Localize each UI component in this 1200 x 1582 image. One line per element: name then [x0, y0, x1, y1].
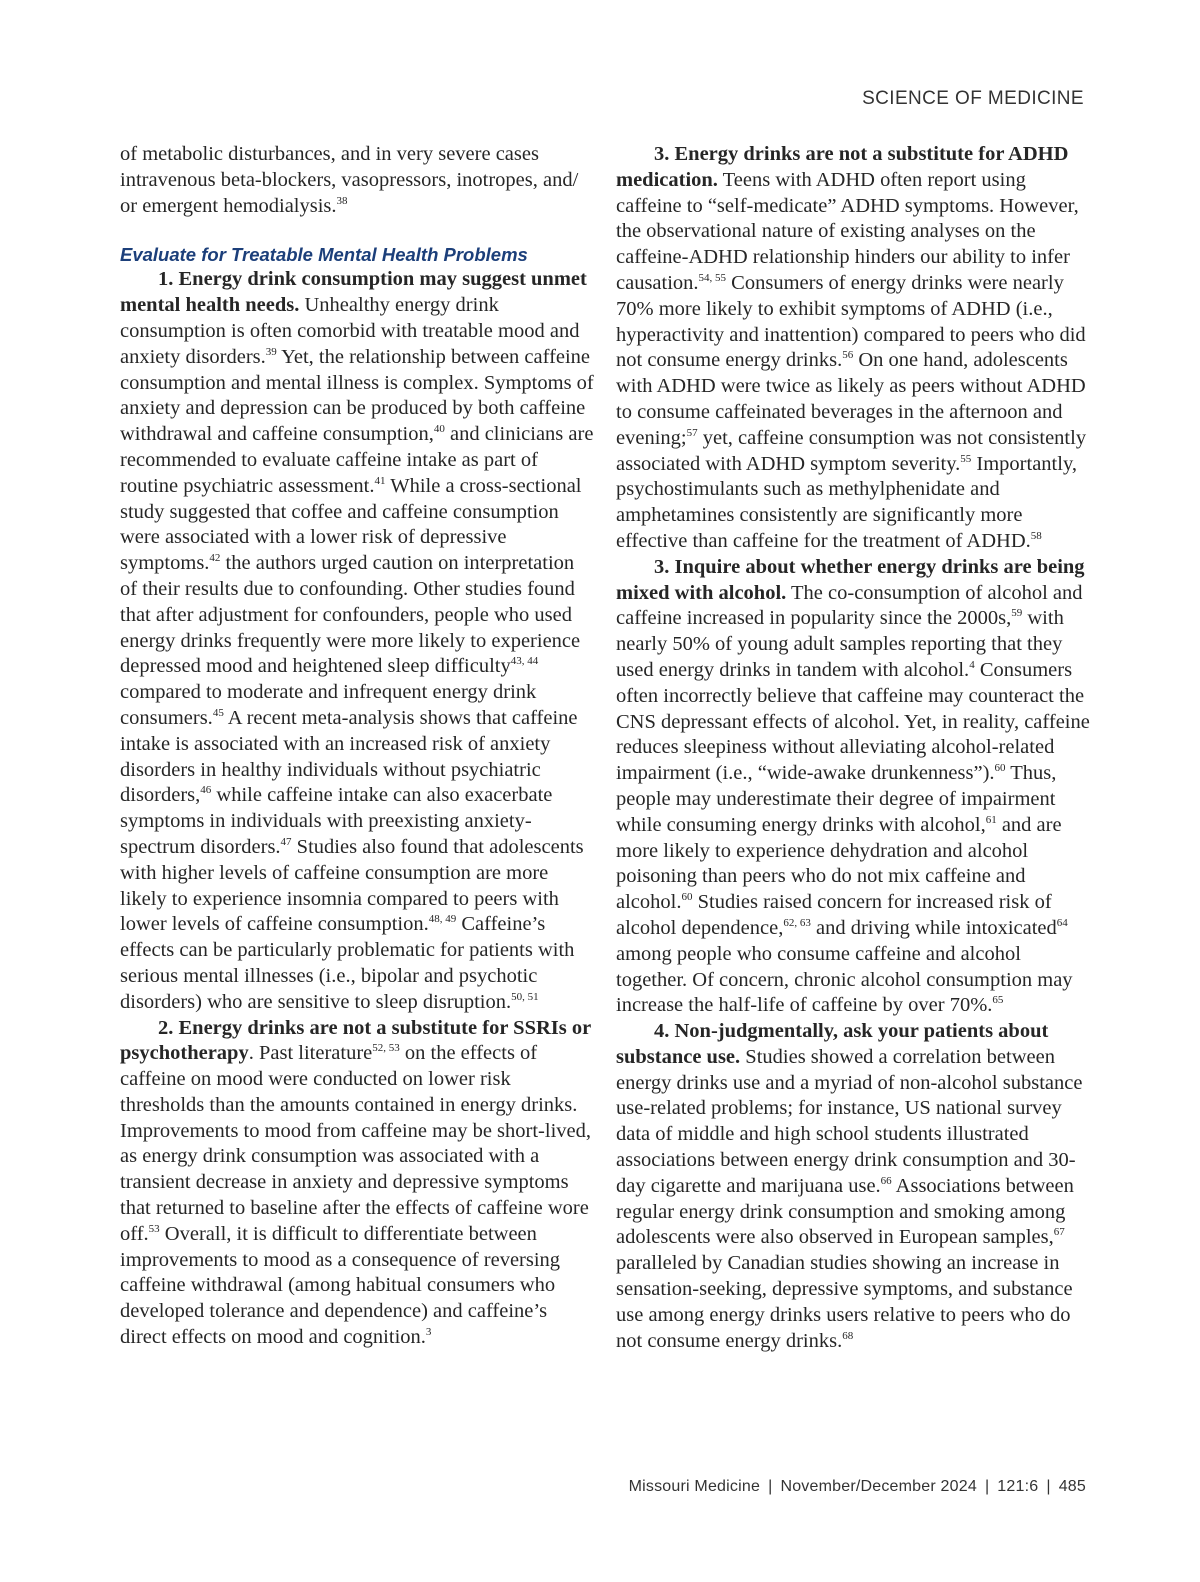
paragraph-lead: 3. Energy drinks are not a substitute for ADHD medication. [616, 143, 1069, 191]
section-header: SCIENCE OF MEDICINE [862, 88, 1084, 109]
page-number: 485 [1058, 1478, 1086, 1495]
paragraph-adhd: 3. Energy drinks are not a substitute for ADHD medication. Teens with ADHD often report using caffeine to “self-medicate” ADHD symptoms. However, the observational nature of existing analyses on the caffeine-ADHD relationship hinders our ability to infer causation.$^{54, 55}$ Consumers of energy drinks were nearly 70% more likely to exhibit symptoms of ADHD (i.e., hyperactivity and inattention) compared to peers who did not consume energy drinks.$^{56}$ On one hand, adolescents with ADHD were twice as likely as peers without ADHD to consume caffeinated beverages in the afternoon and evening;$^{57}$ yet, caffeine consumption was not consistently associated with ADHD symptom severity.$^{55}$ Importantly, psychostimulants such as methylphenidate and amphetamines consistently are significantly more effective than caffeine for the treatment of ADHD.$^{58}$ [616, 143, 1087, 552]
paragraph-mental-health: 1. Energy drink consumption may suggest unmet mental health needs. Unhealthy energy drink consumption is often comorbid with treatable mood and anxiety disorders.$^{39}$ Yet, the relationship between caffeine consumption and mental illness is complex. Symptoms of anxiety and depression can be produced by both caffeine withdrawal and caffeine consumption,$^{40}$ and clinicians are recommended to evaluate caffeine intake as part of routine psychiatric assessment.$^{41}$ While a cross-sectional study suggested that coffee and caffeine consumption were associated with a lower risk of depressive symptoms.$^{42}$ the authors urged caution on interpretation of their results due to confounding. Other studies found that after adjustment for confounders, people who used energy drinks frequently were more likely to experience depressed mood and heightened sleep difficulty$^{43, 44}$ compared to moderate and infrequent energy drink consumers.$^{45}$ A recent meta-analysis shows that caffeine intake is associated with an increased risk of anxiety disorders in healthy individuals without psychiatric disorders,$^{46}$ while caffeine intake can also exacerbate symptoms in individuals with preexisting anxiety-spectrum disorders.$^{47}$ Studies also found that adolescents with higher levels of caffeine consumption are more likely to experience insomnia compared to peers with lower levels of caffeine consumption.$^{48, 49}$ Caffeine’s effects can be particularly problematic for patients with serious mental illnesses (i.e., bipolar and psychotic disorders) who are sensitive to sleep disruption.$^{50, 51}$ [120, 268, 594, 1013]
paragraph-lead: 2. Energy drinks are not a substitute for SSRIs or psychotherapy [120, 1016, 591, 1065]
volume-number: 121:6 [997, 1478, 1039, 1495]
footer-separator: | [984, 1478, 990, 1495]
page-footer [629, 1478, 1086, 1496]
journal-name: Missouri Medicine [628, 1478, 761, 1495]
paragraph-ssri: 2. Energy drinks are not a substitute for SSRIs or psychotherapy. Past literature$^{52, 53}$ on the effects of caffeine on mood were conducted on lower risk thresholds than the amounts contained in energy drinks. Improvements to mood from caffeine may be short-lived, as energy drink consumption was associated with a transient decrease in anxiety and depressive symptoms that returned to baseline after the effects of caffeine wore off.$^{53}$ Overall, it is difficult to differentiate between improvements to mood as a consequence of reversing caffeine withdrawal (among habitual consumers who developed tolerance and dependence) and caffeine’s direct effects on mood and cognition.$^3$ [120, 1016, 591, 1349]
right-column [616, 142, 1090, 1354]
paragraph-metabolic: of metabolic disturbances, and in very severe cases intravenous beta-blockers, vasopressors, inotropes, and/ or emergent hemodialysis.$^{38}$ [120, 143, 579, 217]
footer-separator: | [1046, 1478, 1051, 1495]
section-subheading: Evaluate for Treatable Mental Health Problems [120, 244, 528, 266]
left-column [120, 142, 594, 1351]
paragraph-lead: 1. Energy drink consumption may suggest unmet mental health needs. [120, 268, 587, 317]
paragraph-alcohol: 3. Inquire about whether energy drinks are being mixed with alcohol. The co-consumption of alcohol and caffeine increased in popularity since the 2000s,$^{59}$ with nearly 50% of young adult samples reporting that they used energy drinks in tandem with alcohol.$^4$ Consumers often incorrectly believe that caffeine may counteract the CNS depressant effects of alcohol. Yet, in reality, caffeine reduces sleepiness without alleviating alcohol-related impairment (i.e., “wide-awake drunkenness”).$^{60}$ Thus, people may underestimate their degree of impairment while consuming energy drinks with alcohol,$^{61}$ and are more likely to experience dehydration and alcohol poisoning than peers who do not mix caffeine and alcohol.$^{60}$ Studies raised concern for increased risk of alcohol dependence,$^{62, 63}$ and driving while intoxicated$^{64}$ among people who consume caffeine and alcohol together. Of concern, chronic alcohol consumption may increase the half-life of caffeine by over 70%.$^{65}$ [616, 555, 1090, 1017]
paragraph-lead: 3. Inquire about whether energy drinks are being mixed with alcohol. [616, 555, 1085, 604]
footer-separator: | [768, 1478, 773, 1495]
paragraph-lead: 4. Non-judgmentally, ask your patients about substance use. [616, 1020, 1049, 1068]
paragraph-substance-use: 4. Non-judgmentally, ask your patients about substance use. Studies showed a correlation between energy drinks use and a myriad of non-alcohol substance use-related problems; for instance, US national survey data of middle and high school students illustrated associations between energy drink consumption and 30-day cigarette and marijuana use.$^{66}$ Associations between regular energy drink consumption and smoking among adolescents were also observed in European samples,$^{67}$ paralleled by Canadian studies showing an increase in sensation-seeking, depressive symptoms, and substance use among energy drinks users relative to peers who do not consume energy drinks.$^{68}$ [616, 1020, 1083, 1352]
issue-date: November/December 2024 [780, 1478, 977, 1495]
